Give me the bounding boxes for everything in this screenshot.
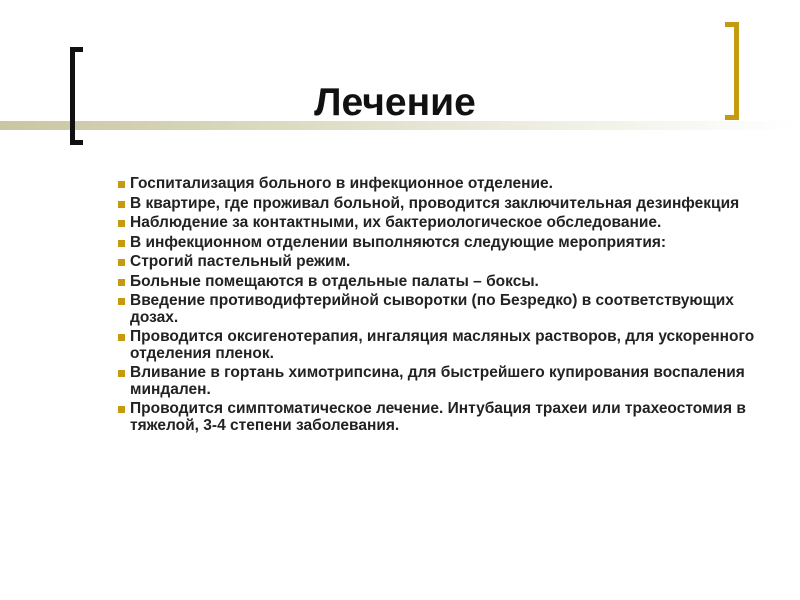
square-bullet-icon [118,406,125,413]
bullet-item [118,176,758,193]
slide-title: Лечение [314,81,476,124]
bullet-text: В инфекционном отделении выполняются следующие мероприятия: [130,233,667,251]
bullet-item [118,235,758,252]
bullet-item [118,254,758,271]
bullet-item [118,293,758,326]
square-bullet-icon [118,279,125,286]
square-bullet-icon [118,201,125,208]
bullet-text: Больные помещаются в отдельные палаты – боксы. [130,272,539,290]
bullet-text: Госпитализация больного в инфекционное отделение. [130,175,553,192]
square-bullet-icon [118,259,125,266]
bullet-item [118,215,758,232]
bullet-item [118,401,758,434]
bullet-text: Проводится оксигенотерапия, ингаляция масляных растворов, для ускоренного отделения пленок. [130,328,755,362]
square-bullet-icon [118,220,125,227]
bullet-text: Введение противодифтерийной сыворотки (по Безредко) в соответствующих дозах. [130,292,734,326]
bullet-text: В квартире, где проживал больной, проводится заключительная дезинфекция [130,194,740,212]
square-bullet-icon [118,298,125,305]
square-bullet-icon [118,334,125,341]
bullet-item [118,274,758,291]
bullet-item [118,329,758,362]
bullet-item [118,365,758,398]
square-bullet-icon [118,240,125,247]
square-bullet-icon [118,370,125,377]
square-bullet-icon [118,181,125,188]
bullet-text: Проводится симптоматическое лечение. Интубация трахеи или трахеостомия в тяжелой, 3-4 степени заболевания. [130,400,746,434]
bullet-item [118,196,758,213]
bullet-text: Строгий пастельный режим. [130,253,351,270]
bullet-text: Наблюдение за контактными, их бактериологическое обследование. [130,214,662,231]
bullet-list [118,176,758,437]
bullet-text: Вливание в гортань химотрипсина, для быстрейшего купирования воспаления миндален. [130,364,745,398]
